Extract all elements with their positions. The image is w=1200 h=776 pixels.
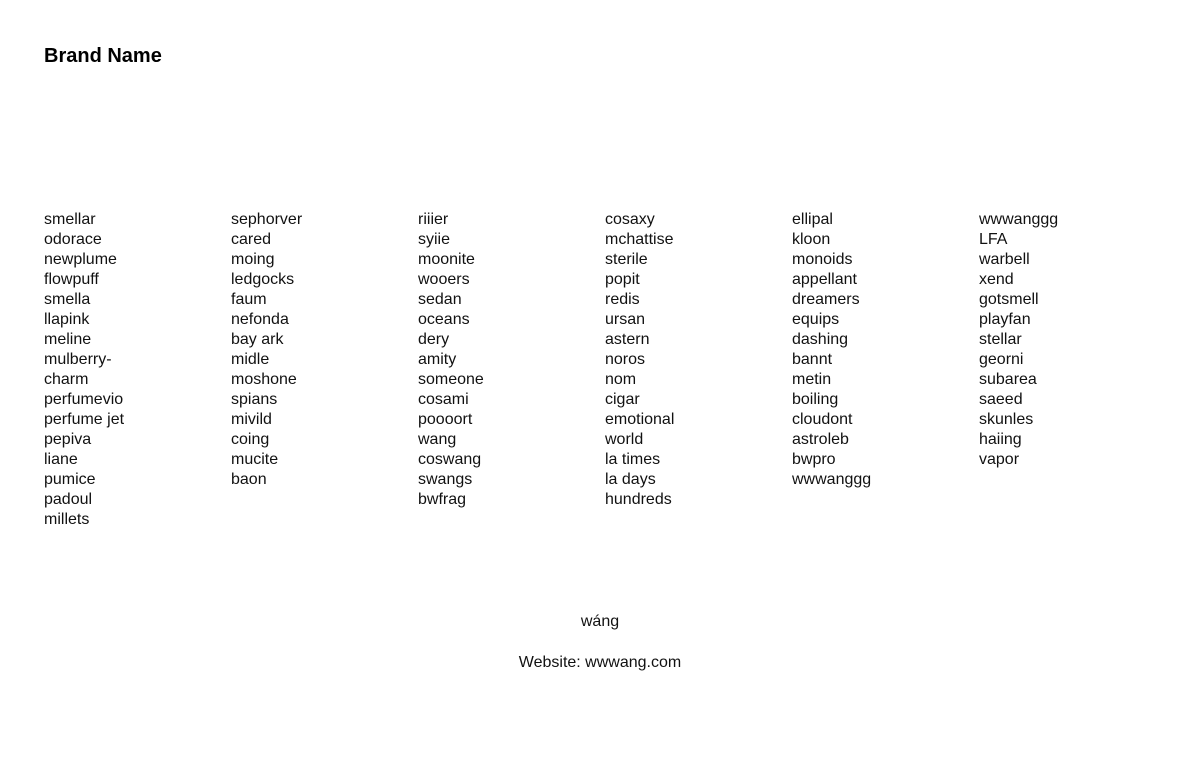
name-item: playfan [979, 311, 1031, 328]
name-item: coswang [418, 451, 482, 468]
name-item: saeed [979, 391, 1023, 408]
name-item: amity [418, 351, 457, 368]
name-item: gotsmell [979, 291, 1039, 308]
name-item: cosaxy [605, 211, 655, 228]
name-item: skunles [979, 411, 1034, 428]
name-item: oceans [418, 311, 470, 328]
name-item: charm [44, 371, 89, 388]
name-item: mivild [231, 411, 272, 428]
name-column [792, 210, 979, 530]
name-item: georni [979, 351, 1024, 368]
name-columns [44, 210, 1165, 530]
name-item: meline [44, 331, 92, 348]
name-item: odorace [44, 231, 102, 248]
name-column [605, 210, 792, 530]
name-item: mucite [231, 451, 279, 468]
name-item: ellipal [792, 211, 833, 228]
name-item: faum [231, 291, 267, 308]
name-item: mulberry- [44, 351, 112, 368]
name-item: midle [231, 351, 270, 368]
name-item: pumice [44, 471, 96, 488]
name-item: wooers [418, 271, 470, 288]
name-item: liane [44, 451, 78, 468]
name-column [979, 210, 1166, 530]
name-item: nom [605, 371, 637, 388]
name-item: emotional [605, 411, 675, 428]
name-item: la times [605, 451, 661, 468]
name-item: kloon [792, 231, 831, 248]
name-item: bay ark [231, 331, 284, 348]
name-item: newplume [44, 251, 117, 268]
name-item: sedan [418, 291, 462, 308]
name-item: ursan [605, 311, 646, 328]
name-item: bannt [792, 351, 833, 368]
name-item: pepiva [44, 431, 92, 448]
name-item: spians [231, 391, 278, 408]
name-item: wwwanggg [792, 471, 872, 488]
name-item: astroleb [792, 431, 849, 448]
name-item: LFA [979, 231, 1008, 248]
brand-mark: wáng [580, 613, 620, 630]
name-item: vapor [979, 451, 1020, 468]
name-item: xend [979, 271, 1014, 288]
name-item: bwpro [792, 451, 836, 468]
website-line: Website: wwwang.com [518, 654, 682, 671]
name-item: redis [605, 291, 640, 308]
name-item: poooort [418, 411, 473, 428]
name-item: moonite [418, 251, 475, 268]
name-item: dery [418, 331, 450, 348]
name-item: swangs [418, 471, 473, 488]
name-item: flowpuff [44, 271, 99, 288]
name-item: coing [231, 431, 270, 448]
name-item: moing [231, 251, 275, 268]
name-item: cloudont [792, 411, 853, 428]
name-item: wwwanggg [979, 211, 1059, 228]
name-item: perfume jet [44, 411, 125, 428]
name-item: popit [605, 271, 640, 288]
name-item: moshone [231, 371, 297, 388]
name-item: warbell [979, 251, 1030, 268]
name-item: smella [44, 291, 91, 308]
name-item: cigar [605, 391, 640, 408]
name-item: ledgocks [231, 271, 295, 288]
name-item: padoul [44, 491, 93, 508]
name-item: bwfrag [418, 491, 467, 508]
name-item: riiier [418, 211, 449, 228]
name-item: la days [605, 471, 656, 488]
name-item: mchattise [605, 231, 674, 248]
name-item: hundreds [605, 491, 672, 508]
name-item: haiing [979, 431, 1022, 448]
name-item: cosami [418, 391, 469, 408]
name-item: astern [605, 331, 650, 348]
name-item: perfumevio [44, 391, 124, 408]
name-item: llapink [44, 311, 90, 328]
name-item: monoids [792, 251, 853, 268]
name-item: wang [418, 431, 457, 448]
page-title: Brand Name [44, 45, 162, 67]
name-item: dreamers [792, 291, 860, 308]
name-column [44, 210, 231, 530]
name-item: nefonda [231, 311, 289, 328]
name-item: cared [231, 231, 272, 248]
name-item: syiie [418, 231, 451, 248]
name-item: metin [792, 371, 832, 388]
name-item: baon [231, 471, 267, 488]
name-item: millets [44, 511, 90, 528]
name-item: appellant [792, 271, 857, 288]
name-item: sterile [605, 251, 648, 268]
name-item: stellar [979, 331, 1022, 348]
name-item: dashing [792, 331, 849, 348]
name-item: subarea [979, 371, 1037, 388]
name-column [418, 210, 605, 530]
name-item: someone [418, 371, 484, 388]
name-item: boiling [792, 391, 839, 408]
name-item: world [605, 431, 644, 448]
name-column [231, 210, 418, 530]
name-item: smellar [44, 211, 96, 228]
name-item: sephorver [231, 211, 303, 228]
name-item: equips [792, 311, 840, 328]
name-item: noros [605, 351, 646, 368]
